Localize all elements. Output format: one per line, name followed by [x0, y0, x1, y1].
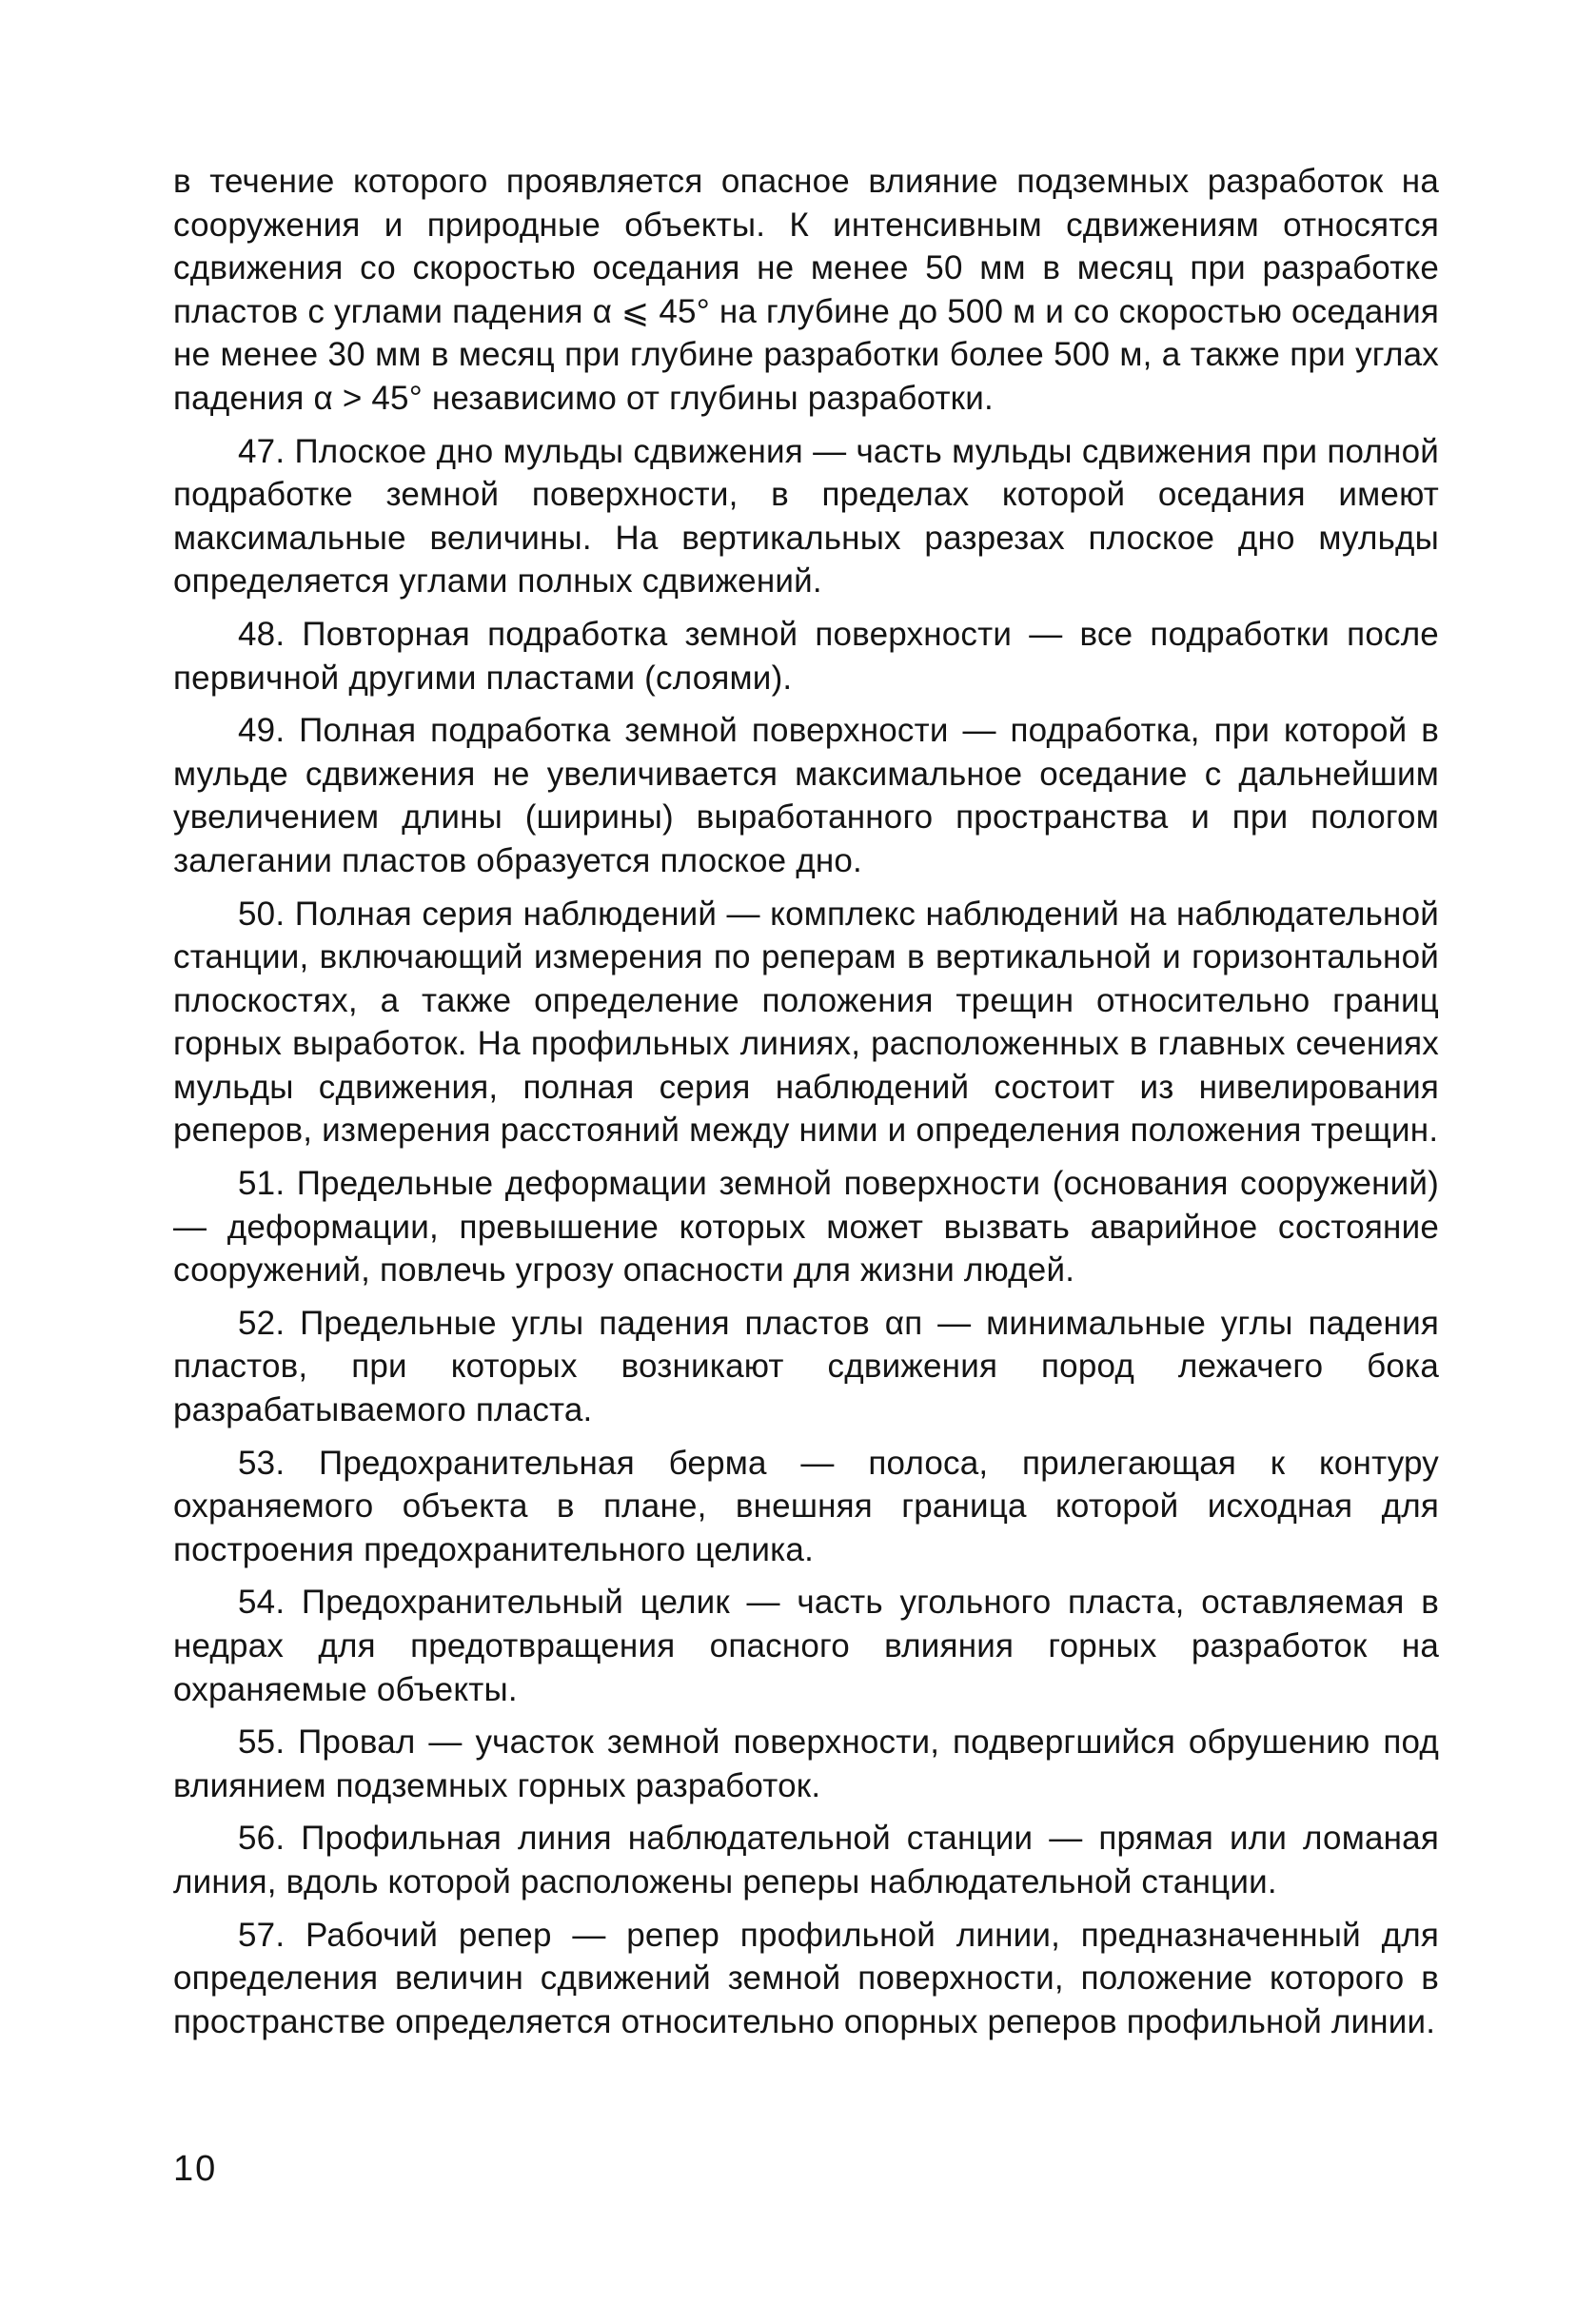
term-54 — [173, 1581, 1439, 1711]
page-number: 10 — [173, 2149, 218, 2189]
page-body — [173, 160, 1439, 2053]
term-52 — [173, 1302, 1439, 1432]
term-text: Повторная подработка земной поверхности — все подработки после первичной другими пластами (слоями). — [173, 615, 1439, 697]
term-number: 47. — [238, 432, 286, 470]
term-text: Полная серия наблюдений — комплекс наблюдений на наблюдательной станции, включающий измерения по реперам в вертикальной и горизонтальной плоскостях, а также определение положения трещин относительно границ горных выработок. На профильных линиях, расположенных в главных сечениях мульды сдвижения, полная серия наблюдений состоит из нивелирования реперов, измерения расстояний между ними и определения положения трещин. — [173, 895, 1439, 1150]
term-text: Рабочий репер — репер профильной линии, предназначенный для определения величин сдвижений земной поверхности, положение которого в пространстве определяется относительно опорных реперов профильной линии. — [173, 1916, 1439, 2040]
paragraph-continuation — [173, 160, 1439, 421]
term-47 — [173, 430, 1439, 603]
term-50 — [173, 893, 1439, 1153]
term-text: Плоское дно мульды сдвижения — часть мульды сдвижения при полной подработке земной поверхности, в пределах которой оседания имеют максимальные величины. На вертикальных разрезах плоское дно мульды определяется углами полных сдвижений. — [173, 432, 1439, 601]
term-51 — [173, 1162, 1439, 1292]
term-55 — [173, 1721, 1439, 1807]
term-number: 53. — [238, 1444, 286, 1482]
term-text: Провал — участок земной поверхности, подвергшийся обрушению под влиянием подземных горных разработок. — [173, 1723, 1439, 1804]
term-number: 57. — [238, 1916, 286, 1954]
term-53 — [173, 1442, 1439, 1572]
paragraph-text: в течение которого проявляется опасное влияние подземных разработок на сооружения и природные объекты. К интенсивным сдвижениям относятся сдвижения со скоростью оседания не менее 50 мм в месяц при разработке пластов с углами падения α ⩽ 45° на глубине до 500 м и со скоростью оседания не менее 30 мм в месяц при глубине разработки более 500 м, а также при углах падения α > 45° независимо от глубины разработки. — [173, 163, 1439, 417]
term-49 — [173, 709, 1439, 882]
term-text: Предельные деформации земной поверхности (основания сооружений) — деформации, превышение которых может вызвать аварийное состояние сооружений, повлечь угрозу опасности для жизни людей. — [173, 1165, 1439, 1290]
term-text: Предохранительная берма — полоса, прилегающая к контуру охраняемого объекта в плане, внешняя граница которой исходная для построения предохранительного целика. — [173, 1444, 1439, 1568]
term-number: 49. — [238, 712, 286, 750]
term-48 — [173, 613, 1439, 699]
term-text: Профильная линия наблюдательной станции — прямая или ломаная линия, вдоль которой расположены реперы наблюдательной станции. — [173, 1820, 1439, 1900]
term-56 — [173, 1817, 1439, 1903]
term-text: Предельные углы падения пластов αп — минимальные углы падения пластов, при которых возникают сдвижения пород лежачего бока разрабатываемого пласта. — [173, 1304, 1439, 1429]
term-text: Полная подработка земной поверхности — подработка, при которой в мульде сдвижения не увеличивается максимальное оседание с дальнейшим увеличением длины (ширины) выработанного пространства и при пологом залегании пластов образуется плоское дно. — [173, 712, 1439, 879]
term-number: 50. — [238, 895, 286, 933]
term-number: 54. — [238, 1584, 286, 1622]
term-number: 48. — [238, 615, 286, 653]
term-57 — [173, 1914, 1439, 2044]
term-number: 56. — [238, 1820, 286, 1858]
term-number: 51. — [238, 1165, 286, 1203]
term-text: Предохранительный целик — часть угольного пласта, оставляемая в недрах для предотвращения опасного влияния горных разработок на охраняемые объекты. — [173, 1584, 1439, 1708]
term-number: 55. — [238, 1723, 286, 1762]
term-number: 52. — [238, 1304, 286, 1342]
